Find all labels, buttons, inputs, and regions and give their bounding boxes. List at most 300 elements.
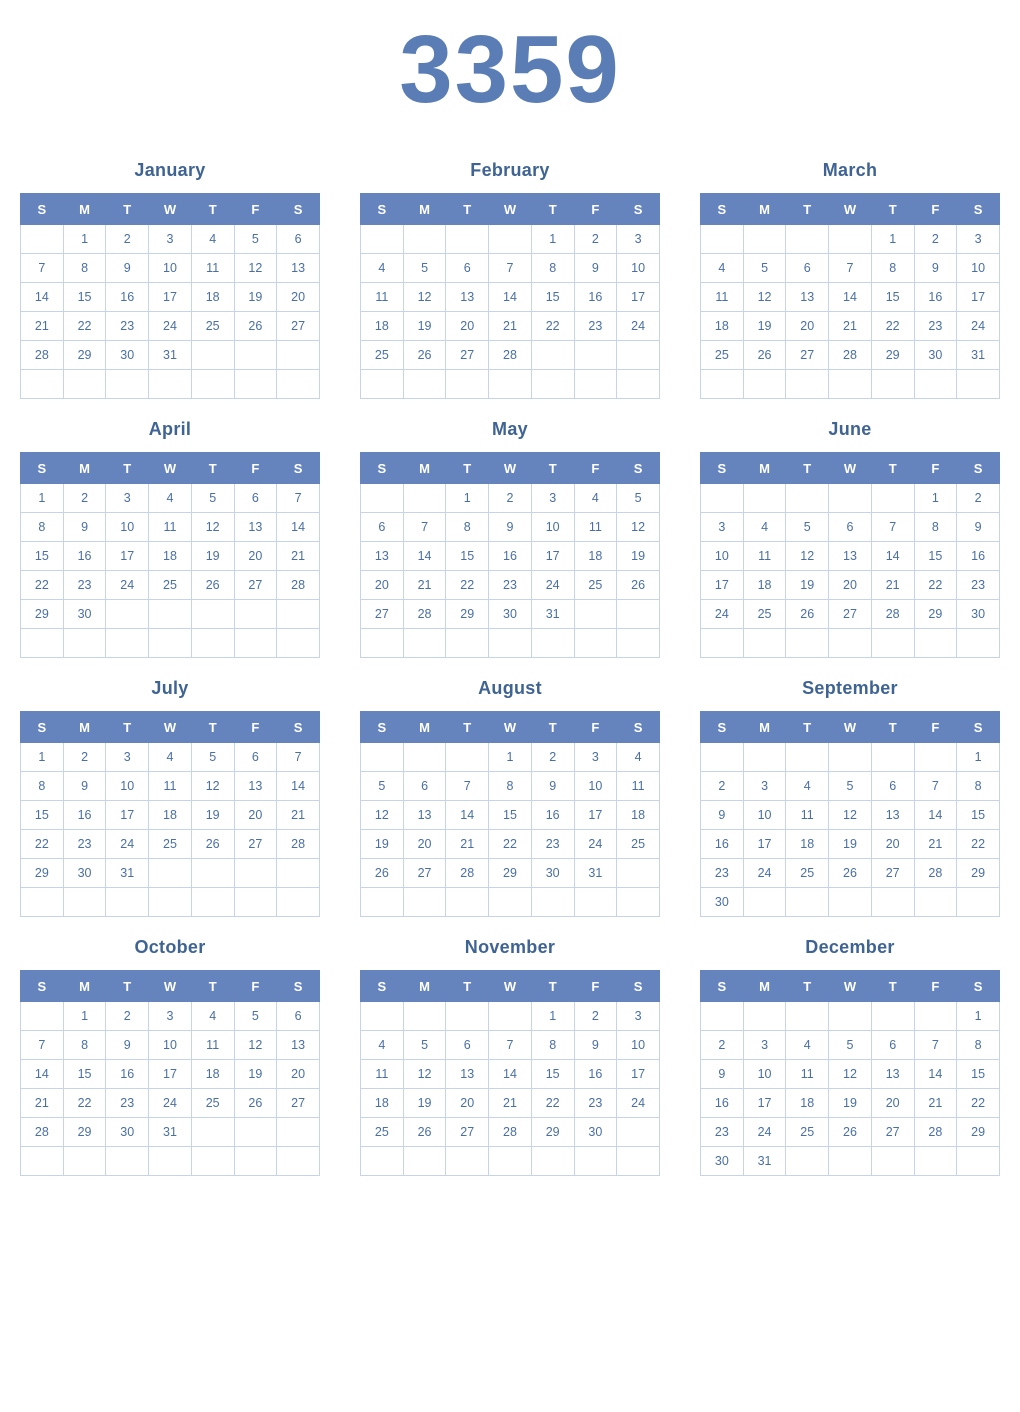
day-cell[interactable]: 30 (701, 1147, 744, 1176)
day-cell[interactable]: 9 (957, 513, 1000, 542)
day-cell[interactable]: 23 (574, 312, 617, 341)
day-cell[interactable]: 11 (786, 1060, 829, 1089)
day-cell[interactable]: 9 (489, 513, 532, 542)
day-cell[interactable]: 5 (786, 513, 829, 542)
day-cell[interactable]: 25 (361, 1118, 404, 1147)
day-cell[interactable]: 18 (361, 1089, 404, 1118)
day-cell[interactable]: 16 (701, 830, 744, 859)
day-cell[interactable]: 24 (149, 312, 192, 341)
day-cell[interactable]: 1 (63, 225, 106, 254)
day-cell[interactable]: 27 (786, 341, 829, 370)
day-cell[interactable]: 19 (617, 542, 660, 571)
day-cell[interactable]: 3 (957, 225, 1000, 254)
day-cell[interactable]: 7 (829, 254, 872, 283)
day-cell[interactable]: 20 (403, 830, 446, 859)
day-cell[interactable]: 27 (403, 859, 446, 888)
day-cell[interactable]: 23 (914, 312, 957, 341)
day-cell[interactable]: 7 (914, 1031, 957, 1060)
day-cell[interactable]: 15 (446, 542, 489, 571)
day-cell[interactable]: 10 (743, 801, 786, 830)
day-cell[interactable]: 17 (106, 542, 149, 571)
day-cell[interactable]: 7 (403, 513, 446, 542)
day-cell[interactable]: 2 (489, 484, 532, 513)
day-cell[interactable]: 15 (957, 801, 1000, 830)
day-cell[interactable]: 13 (786, 283, 829, 312)
day-cell[interactable]: 23 (957, 571, 1000, 600)
day-cell[interactable]: 2 (574, 1002, 617, 1031)
day-cell[interactable]: 18 (786, 1089, 829, 1118)
day-cell[interactable]: 15 (63, 283, 106, 312)
day-cell[interactable]: 10 (743, 1060, 786, 1089)
day-cell[interactable]: 27 (871, 1118, 914, 1147)
day-cell[interactable]: 22 (531, 312, 574, 341)
day-cell[interactable]: 4 (191, 225, 234, 254)
day-cell[interactable]: 9 (914, 254, 957, 283)
day-cell[interactable]: 17 (149, 1060, 192, 1089)
day-cell[interactable]: 19 (403, 312, 446, 341)
day-cell[interactable]: 29 (446, 600, 489, 629)
day-cell[interactable]: 6 (829, 513, 872, 542)
day-cell[interactable]: 30 (574, 1118, 617, 1147)
day-cell[interactable]: 14 (914, 1060, 957, 1089)
day-cell[interactable]: 4 (361, 1031, 404, 1060)
day-cell[interactable]: 12 (403, 283, 446, 312)
day-cell[interactable]: 8 (21, 772, 64, 801)
day-cell[interactable]: 13 (234, 513, 277, 542)
day-cell[interactable]: 17 (617, 283, 660, 312)
day-cell[interactable]: 2 (701, 1031, 744, 1060)
day-cell[interactable]: 6 (446, 254, 489, 283)
day-cell[interactable]: 20 (277, 1060, 320, 1089)
day-cell[interactable]: 24 (743, 859, 786, 888)
day-cell[interactable]: 7 (489, 254, 532, 283)
day-cell[interactable]: 2 (63, 484, 106, 513)
day-cell[interactable]: 28 (21, 341, 64, 370)
day-cell[interactable]: 8 (871, 254, 914, 283)
day-cell[interactable]: 15 (957, 1060, 1000, 1089)
day-cell[interactable]: 18 (149, 542, 192, 571)
day-cell[interactable]: 28 (489, 1118, 532, 1147)
day-cell[interactable]: 31 (106, 859, 149, 888)
day-cell[interactable]: 13 (829, 542, 872, 571)
day-cell[interactable]: 26 (829, 1118, 872, 1147)
day-cell[interactable]: 7 (446, 772, 489, 801)
day-cell[interactable]: 31 (957, 341, 1000, 370)
day-cell[interactable]: 5 (829, 1031, 872, 1060)
day-cell[interactable]: 26 (234, 312, 277, 341)
day-cell[interactable]: 26 (361, 859, 404, 888)
day-cell[interactable]: 5 (191, 484, 234, 513)
day-cell[interactable]: 10 (149, 254, 192, 283)
day-cell[interactable]: 10 (957, 254, 1000, 283)
day-cell[interactable]: 31 (531, 600, 574, 629)
day-cell[interactable]: 22 (531, 1089, 574, 1118)
day-cell[interactable]: 16 (489, 542, 532, 571)
day-cell[interactable]: 7 (277, 484, 320, 513)
day-cell[interactable]: 11 (361, 1060, 404, 1089)
day-cell[interactable]: 26 (234, 1089, 277, 1118)
day-cell[interactable]: 24 (106, 830, 149, 859)
day-cell[interactable]: 7 (277, 743, 320, 772)
day-cell[interactable]: 3 (531, 484, 574, 513)
day-cell[interactable]: 25 (786, 1118, 829, 1147)
day-cell[interactable]: 16 (574, 283, 617, 312)
day-cell[interactable]: 30 (489, 600, 532, 629)
day-cell[interactable]: 21 (277, 801, 320, 830)
day-cell[interactable]: 17 (531, 542, 574, 571)
day-cell[interactable]: 25 (617, 830, 660, 859)
day-cell[interactable]: 26 (403, 1118, 446, 1147)
day-cell[interactable]: 24 (531, 571, 574, 600)
day-cell[interactable]: 24 (743, 1118, 786, 1147)
day-cell[interactable]: 31 (149, 1118, 192, 1147)
day-cell[interactable]: 5 (743, 254, 786, 283)
day-cell[interactable]: 11 (701, 283, 744, 312)
day-cell[interactable]: 29 (489, 859, 532, 888)
day-cell[interactable]: 12 (361, 801, 404, 830)
day-cell[interactable]: 14 (489, 1060, 532, 1089)
day-cell[interactable]: 20 (786, 312, 829, 341)
day-cell[interactable]: 1 (63, 1002, 106, 1031)
day-cell[interactable]: 12 (191, 772, 234, 801)
day-cell[interactable]: 1 (531, 1002, 574, 1031)
day-cell[interactable]: 5 (234, 225, 277, 254)
day-cell[interactable]: 13 (871, 801, 914, 830)
day-cell[interactable]: 6 (786, 254, 829, 283)
day-cell[interactable]: 17 (743, 1089, 786, 1118)
day-cell[interactable]: 19 (829, 1089, 872, 1118)
day-cell[interactable]: 3 (574, 743, 617, 772)
day-cell[interactable]: 10 (617, 254, 660, 283)
day-cell[interactable]: 27 (871, 859, 914, 888)
day-cell[interactable]: 28 (489, 341, 532, 370)
day-cell[interactable]: 16 (63, 801, 106, 830)
day-cell[interactable]: 28 (829, 341, 872, 370)
day-cell[interactable]: 4 (149, 484, 192, 513)
day-cell[interactable]: 1 (489, 743, 532, 772)
day-cell[interactable]: 5 (191, 743, 234, 772)
day-cell[interactable]: 21 (21, 312, 64, 341)
day-cell[interactable]: 10 (531, 513, 574, 542)
day-cell[interactable]: 19 (191, 801, 234, 830)
day-cell[interactable]: 13 (446, 1060, 489, 1089)
day-cell[interactable]: 27 (446, 341, 489, 370)
day-cell[interactable]: 10 (149, 1031, 192, 1060)
day-cell[interactable]: 21 (914, 1089, 957, 1118)
day-cell[interactable]: 16 (106, 1060, 149, 1089)
day-cell[interactable]: 5 (234, 1002, 277, 1031)
day-cell[interactable]: 20 (446, 1089, 489, 1118)
day-cell[interactable]: 28 (403, 600, 446, 629)
day-cell[interactable]: 15 (489, 801, 532, 830)
day-cell[interactable]: 18 (361, 312, 404, 341)
day-cell[interactable]: 2 (106, 225, 149, 254)
day-cell[interactable]: 12 (786, 542, 829, 571)
day-cell[interactable]: 24 (701, 600, 744, 629)
day-cell[interactable]: 30 (914, 341, 957, 370)
day-cell[interactable]: 4 (786, 772, 829, 801)
day-cell[interactable]: 30 (957, 600, 1000, 629)
day-cell[interactable]: 9 (531, 772, 574, 801)
day-cell[interactable]: 11 (149, 772, 192, 801)
day-cell[interactable]: 28 (21, 1118, 64, 1147)
day-cell[interactable]: 20 (234, 542, 277, 571)
day-cell[interactable]: 23 (63, 571, 106, 600)
day-cell[interactable]: 1 (957, 1002, 1000, 1031)
day-cell[interactable]: 21 (871, 571, 914, 600)
day-cell[interactable]: 1 (446, 484, 489, 513)
day-cell[interactable]: 30 (63, 859, 106, 888)
day-cell[interactable]: 31 (149, 341, 192, 370)
day-cell[interactable]: 7 (21, 254, 64, 283)
day-cell[interactable]: 18 (743, 571, 786, 600)
day-cell[interactable]: 3 (149, 225, 192, 254)
day-cell[interactable]: 10 (574, 772, 617, 801)
day-cell[interactable]: 26 (786, 600, 829, 629)
day-cell[interactable]: 13 (361, 542, 404, 571)
day-cell[interactable]: 1 (914, 484, 957, 513)
day-cell[interactable]: 21 (829, 312, 872, 341)
day-cell[interactable]: 22 (871, 312, 914, 341)
day-cell[interactable]: 30 (106, 1118, 149, 1147)
day-cell[interactable]: 25 (361, 341, 404, 370)
day-cell[interactable]: 8 (21, 513, 64, 542)
day-cell[interactable]: 6 (234, 743, 277, 772)
day-cell[interactable]: 28 (446, 859, 489, 888)
day-cell[interactable]: 7 (871, 513, 914, 542)
day-cell[interactable]: 2 (701, 772, 744, 801)
day-cell[interactable]: 29 (63, 341, 106, 370)
day-cell[interactable]: 14 (829, 283, 872, 312)
day-cell[interactable]: 25 (574, 571, 617, 600)
day-cell[interactable]: 26 (743, 341, 786, 370)
day-cell[interactable]: 2 (531, 743, 574, 772)
day-cell[interactable]: 29 (531, 1118, 574, 1147)
day-cell[interactable]: 12 (403, 1060, 446, 1089)
day-cell[interactable]: 4 (361, 254, 404, 283)
day-cell[interactable]: 7 (21, 1031, 64, 1060)
day-cell[interactable]: 15 (63, 1060, 106, 1089)
day-cell[interactable]: 29 (21, 600, 64, 629)
day-cell[interactable]: 6 (871, 1031, 914, 1060)
day-cell[interactable]: 4 (149, 743, 192, 772)
day-cell[interactable]: 23 (63, 830, 106, 859)
day-cell[interactable]: 21 (403, 571, 446, 600)
day-cell[interactable]: 27 (234, 571, 277, 600)
day-cell[interactable]: 6 (446, 1031, 489, 1060)
day-cell[interactable]: 9 (63, 513, 106, 542)
day-cell[interactable]: 27 (234, 830, 277, 859)
day-cell[interactable]: 11 (361, 283, 404, 312)
day-cell[interactable]: 29 (63, 1118, 106, 1147)
day-cell[interactable]: 10 (106, 772, 149, 801)
day-cell[interactable]: 1 (531, 225, 574, 254)
day-cell[interactable]: 14 (403, 542, 446, 571)
day-cell[interactable]: 3 (106, 484, 149, 513)
day-cell[interactable]: 3 (617, 1002, 660, 1031)
day-cell[interactable]: 1 (21, 743, 64, 772)
day-cell[interactable]: 12 (829, 801, 872, 830)
day-cell[interactable]: 20 (361, 571, 404, 600)
day-cell[interactable]: 20 (871, 1089, 914, 1118)
day-cell[interactable]: 1 (21, 484, 64, 513)
day-cell[interactable]: 30 (106, 341, 149, 370)
day-cell[interactable]: 31 (743, 1147, 786, 1176)
day-cell[interactable]: 27 (277, 312, 320, 341)
day-cell[interactable]: 25 (786, 859, 829, 888)
day-cell[interactable]: 16 (531, 801, 574, 830)
day-cell[interactable]: 18 (786, 830, 829, 859)
day-cell[interactable]: 5 (361, 772, 404, 801)
day-cell[interactable]: 4 (191, 1002, 234, 1031)
day-cell[interactable]: 2 (957, 484, 1000, 513)
day-cell[interactable]: 30 (531, 859, 574, 888)
day-cell[interactable]: 22 (957, 1089, 1000, 1118)
day-cell[interactable]: 19 (829, 830, 872, 859)
day-cell[interactable]: 21 (914, 830, 957, 859)
day-cell[interactable]: 19 (361, 830, 404, 859)
day-cell[interactable]: 8 (446, 513, 489, 542)
day-cell[interactable]: 18 (701, 312, 744, 341)
day-cell[interactable]: 6 (871, 772, 914, 801)
day-cell[interactable]: 11 (149, 513, 192, 542)
day-cell[interactable]: 23 (701, 1118, 744, 1147)
day-cell[interactable]: 15 (531, 1060, 574, 1089)
day-cell[interactable]: 25 (191, 312, 234, 341)
day-cell[interactable]: 25 (743, 600, 786, 629)
day-cell[interactable]: 16 (914, 283, 957, 312)
day-cell[interactable]: 14 (21, 283, 64, 312)
day-cell[interactable]: 23 (701, 859, 744, 888)
day-cell[interactable]: 2 (914, 225, 957, 254)
day-cell[interactable]: 16 (574, 1060, 617, 1089)
day-cell[interactable]: 30 (701, 888, 744, 917)
day-cell[interactable]: 14 (489, 283, 532, 312)
day-cell[interactable]: 27 (277, 1089, 320, 1118)
day-cell[interactable]: 6 (277, 225, 320, 254)
day-cell[interactable]: 8 (957, 1031, 1000, 1060)
day-cell[interactable]: 22 (957, 830, 1000, 859)
day-cell[interactable]: 25 (149, 571, 192, 600)
day-cell[interactable]: 24 (617, 312, 660, 341)
day-cell[interactable]: 5 (829, 772, 872, 801)
day-cell[interactable]: 22 (63, 1089, 106, 1118)
day-cell[interactable]: 2 (63, 743, 106, 772)
day-cell[interactable]: 13 (277, 1031, 320, 1060)
day-cell[interactable]: 23 (531, 830, 574, 859)
day-cell[interactable]: 3 (743, 772, 786, 801)
day-cell[interactable]: 21 (21, 1089, 64, 1118)
day-cell[interactable]: 17 (574, 801, 617, 830)
day-cell[interactable]: 18 (574, 542, 617, 571)
day-cell[interactable]: 12 (191, 513, 234, 542)
day-cell[interactable]: 10 (617, 1031, 660, 1060)
day-cell[interactable]: 17 (743, 830, 786, 859)
day-cell[interactable]: 3 (743, 1031, 786, 1060)
day-cell[interactable]: 13 (234, 772, 277, 801)
day-cell[interactable]: 2 (106, 1002, 149, 1031)
day-cell[interactable]: 22 (446, 571, 489, 600)
day-cell[interactable]: 27 (361, 600, 404, 629)
day-cell[interactable]: 12 (234, 1031, 277, 1060)
day-cell[interactable]: 8 (63, 1031, 106, 1060)
day-cell[interactable]: 15 (21, 542, 64, 571)
day-cell[interactable]: 18 (191, 1060, 234, 1089)
day-cell[interactable]: 24 (957, 312, 1000, 341)
day-cell[interactable]: 29 (957, 1118, 1000, 1147)
day-cell[interactable]: 23 (574, 1089, 617, 1118)
day-cell[interactable]: 9 (574, 1031, 617, 1060)
day-cell[interactable]: 5 (403, 254, 446, 283)
day-cell[interactable]: 21 (277, 542, 320, 571)
day-cell[interactable]: 15 (531, 283, 574, 312)
day-cell[interactable]: 18 (191, 283, 234, 312)
day-cell[interactable]: 16 (63, 542, 106, 571)
day-cell[interactable]: 30 (63, 600, 106, 629)
day-cell[interactable]: 26 (403, 341, 446, 370)
day-cell[interactable]: 8 (531, 1031, 574, 1060)
day-cell[interactable]: 19 (403, 1089, 446, 1118)
day-cell[interactable]: 8 (957, 772, 1000, 801)
day-cell[interactable]: 21 (489, 312, 532, 341)
day-cell[interactable]: 4 (701, 254, 744, 283)
day-cell[interactable]: 11 (743, 542, 786, 571)
day-cell[interactable]: 24 (574, 830, 617, 859)
day-cell[interactable]: 20 (871, 830, 914, 859)
day-cell[interactable]: 19 (234, 283, 277, 312)
day-cell[interactable]: 6 (361, 513, 404, 542)
day-cell[interactable]: 11 (574, 513, 617, 542)
day-cell[interactable]: 15 (871, 283, 914, 312)
day-cell[interactable]: 12 (617, 513, 660, 542)
day-cell[interactable]: 27 (446, 1118, 489, 1147)
day-cell[interactable]: 3 (106, 743, 149, 772)
day-cell[interactable]: 22 (21, 571, 64, 600)
day-cell[interactable]: 17 (149, 283, 192, 312)
day-cell[interactable]: 16 (957, 542, 1000, 571)
day-cell[interactable]: 11 (617, 772, 660, 801)
day-cell[interactable]: 18 (617, 801, 660, 830)
day-cell[interactable]: 17 (617, 1060, 660, 1089)
day-cell[interactable]: 16 (106, 283, 149, 312)
day-cell[interactable]: 20 (277, 283, 320, 312)
day-cell[interactable]: 19 (191, 542, 234, 571)
day-cell[interactable]: 4 (617, 743, 660, 772)
day-cell[interactable]: 16 (701, 1089, 744, 1118)
day-cell[interactable]: 9 (701, 1060, 744, 1089)
day-cell[interactable]: 8 (914, 513, 957, 542)
day-cell[interactable]: 19 (786, 571, 829, 600)
day-cell[interactable]: 11 (191, 1031, 234, 1060)
day-cell[interactable]: 29 (21, 859, 64, 888)
day-cell[interactable]: 14 (277, 772, 320, 801)
day-cell[interactable]: 20 (829, 571, 872, 600)
day-cell[interactable]: 11 (191, 254, 234, 283)
day-cell[interactable]: 14 (446, 801, 489, 830)
day-cell[interactable]: 26 (191, 830, 234, 859)
day-cell[interactable]: 10 (701, 542, 744, 571)
day-cell[interactable]: 27 (829, 600, 872, 629)
day-cell[interactable]: 15 (914, 542, 957, 571)
day-cell[interactable]: 3 (149, 1002, 192, 1031)
day-cell[interactable]: 9 (63, 772, 106, 801)
day-cell[interactable]: 8 (489, 772, 532, 801)
day-cell[interactable]: 23 (106, 1089, 149, 1118)
day-cell[interactable]: 12 (743, 283, 786, 312)
day-cell[interactable]: 26 (617, 571, 660, 600)
day-cell[interactable]: 9 (106, 1031, 149, 1060)
day-cell[interactable]: 6 (403, 772, 446, 801)
